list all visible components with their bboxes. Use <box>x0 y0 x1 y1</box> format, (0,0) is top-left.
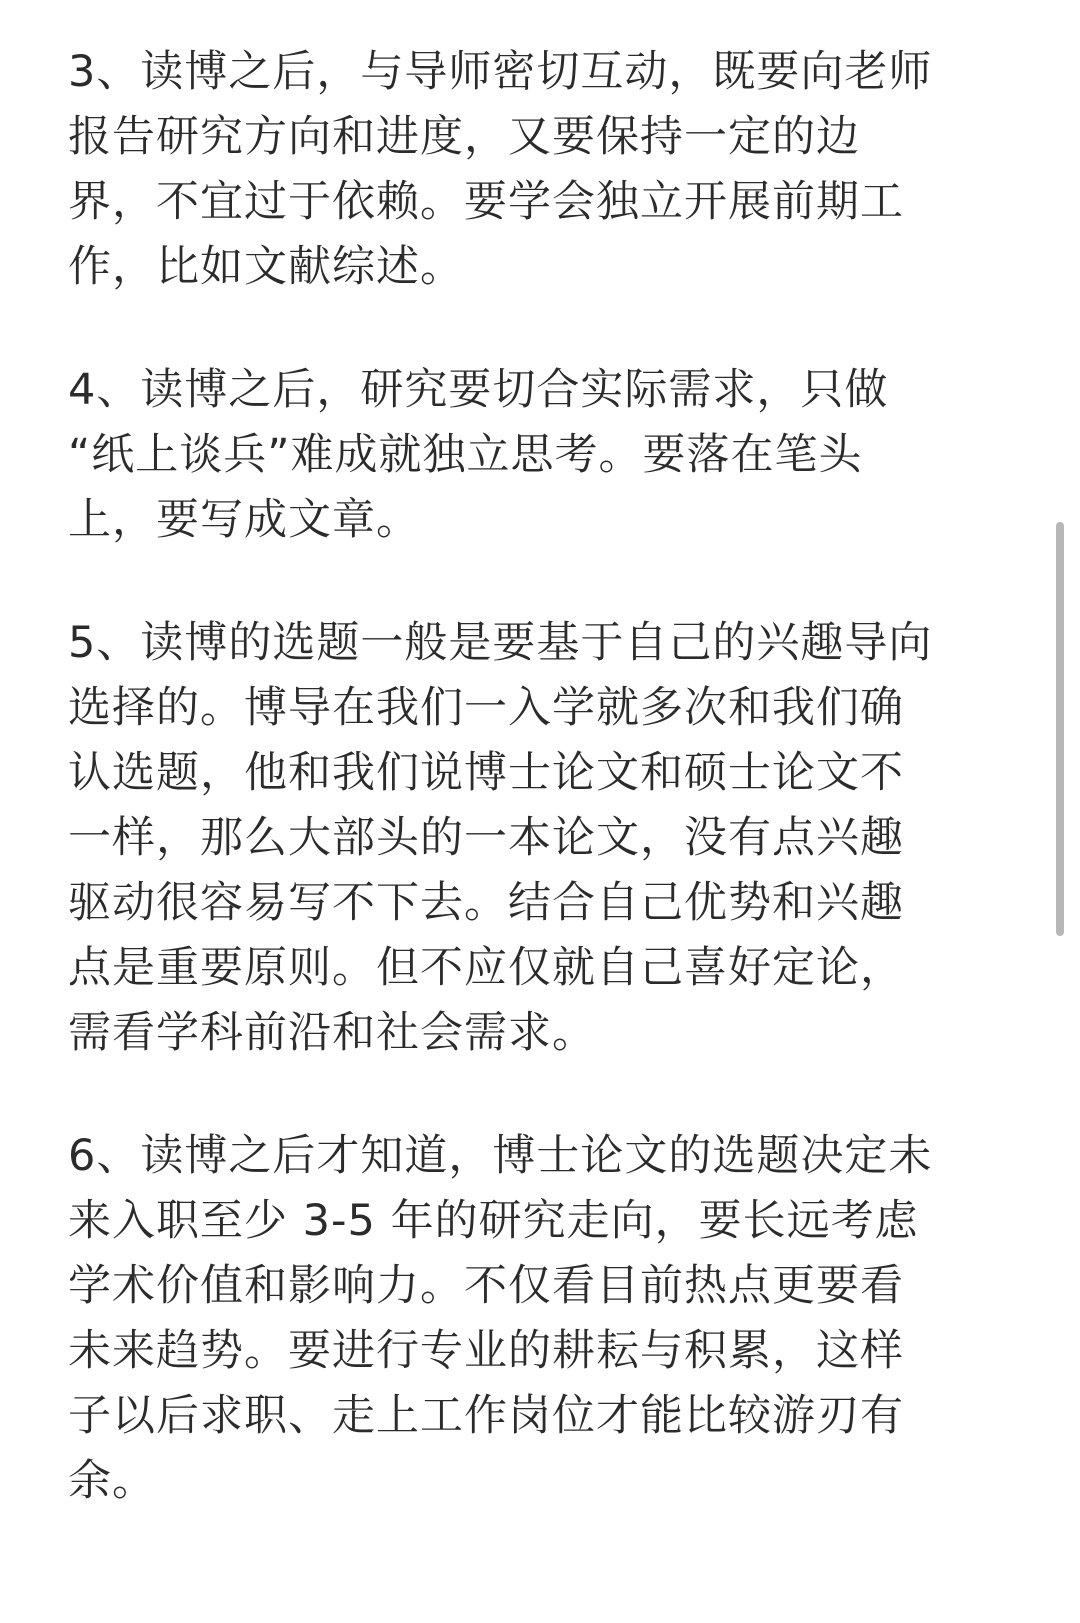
text-line: 认选题，他和我们说博士论文和硕士论文不 <box>68 748 904 798</box>
text-line: 需看学科前沿和社会需求。 <box>68 1008 596 1058</box>
text-line: 未来趋势。要进行专业的耕耘与积累，这样 <box>68 1326 904 1376</box>
text-line: 4、读博之后，研究要切合实际需求，只做 <box>68 365 889 415</box>
text-line: “纸上谈兵”难成就独立思考。要落在笔头 <box>68 430 863 480</box>
text-line: 子以后求职、走上工作岗位才能比较游刃有 <box>68 1391 904 1441</box>
text-line: 界，不宜过于依赖。要学会独立开展前期工 <box>68 177 904 227</box>
text-line: 点是重要原则。但不应仅就自己喜好定论， <box>68 943 904 993</box>
text-line: 驱动很容易写不下去。结合自己优势和兴趣 <box>68 878 904 928</box>
paragraph-3 <box>68 40 988 300</box>
text-line: 5、读博的选题一般是要基于自己的兴趣导向 <box>68 618 933 668</box>
article-body <box>68 40 988 1572</box>
text-line: 上，要写成文章。 <box>68 495 420 545</box>
text-line: 选择的。博导在我们一入学就多次和我们确 <box>68 683 904 733</box>
text-line: 一样，那么大部头的一本论文，没有点兴趣 <box>68 813 904 863</box>
paragraph-5 <box>68 611 988 1066</box>
text-line: 来入职至少 3-5 年的研究走向，要长远考虑 <box>68 1196 919 1246</box>
scrollbar-thumb[interactable] <box>1056 522 1064 936</box>
vertical-scrollbar[interactable] <box>1056 0 1066 1623</box>
text-line: 3、读博之后，与导师密切互动，既要向老师 <box>68 47 933 97</box>
text-line: 6、读博之后才知道，博士论文的选题决定未 <box>68 1131 933 1181</box>
text-line: 学术价值和影响力。不仅看目前热点更要看 <box>68 1261 904 1311</box>
paragraph-4 <box>68 358 988 553</box>
paragraph-6 <box>68 1124 988 1514</box>
text-line: 作，比如文献综述。 <box>68 242 464 292</box>
text-line: 余。 <box>68 1456 156 1506</box>
text-line: 报告研究方向和进度，又要保持一定的边 <box>68 112 860 162</box>
